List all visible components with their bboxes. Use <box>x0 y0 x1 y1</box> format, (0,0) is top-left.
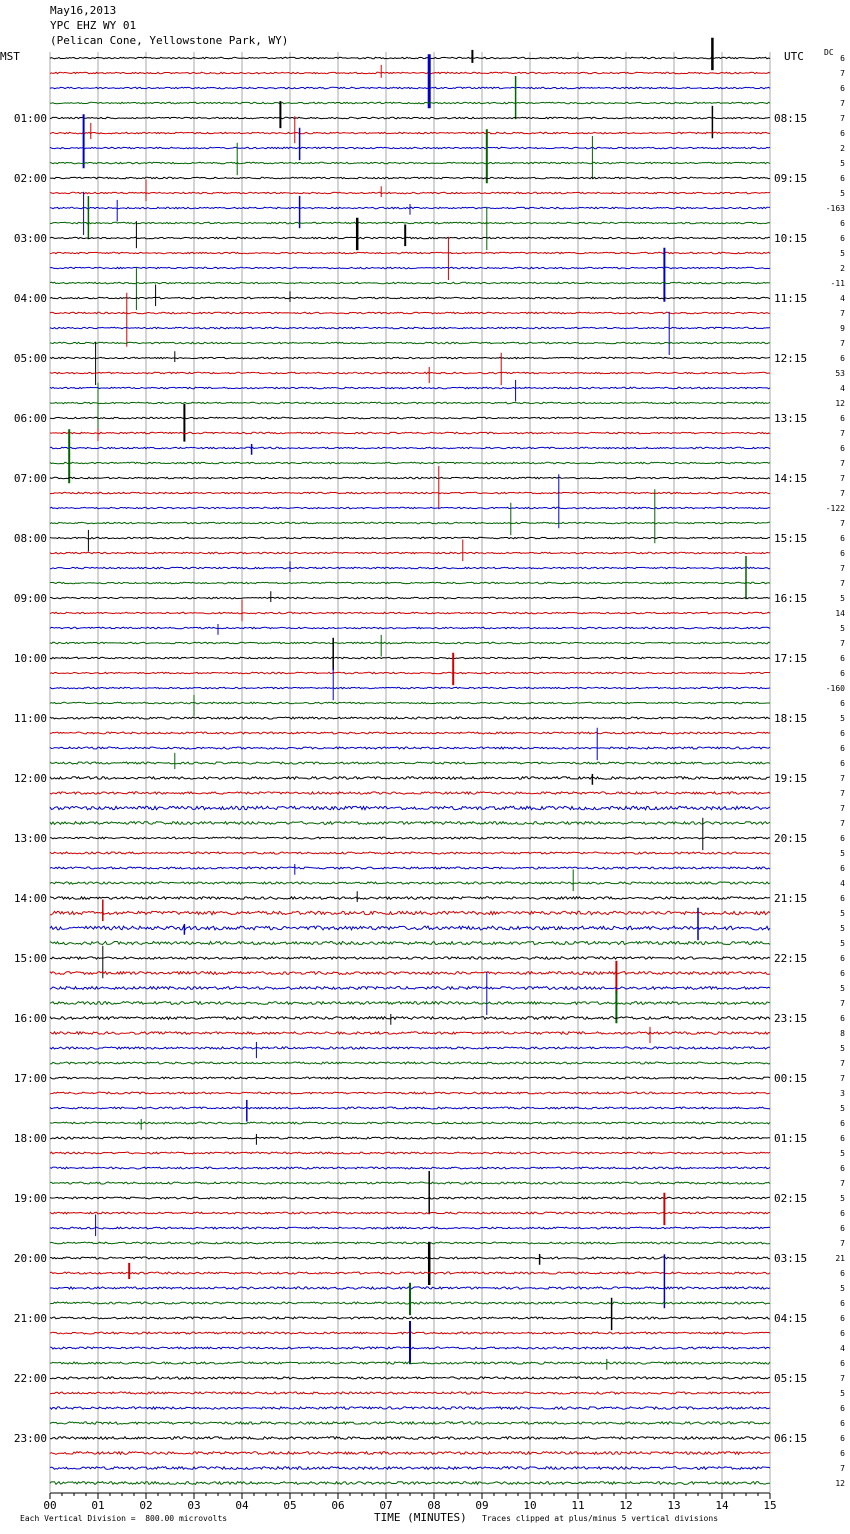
trace-line <box>50 1482 770 1485</box>
trace-line <box>50 1152 770 1154</box>
trace-line <box>50 432 770 434</box>
trace-line <box>50 1047 770 1049</box>
utc-hour-label: 02:15 <box>774 1192 808 1205</box>
dc-offset-label: -163 <box>825 204 845 213</box>
dc-offset-label: 12 <box>835 399 845 408</box>
dc-offset-label: 5 <box>840 939 845 948</box>
seismic-traces <box>50 38 770 1485</box>
dc-offset-label: 6 <box>840 1419 845 1428</box>
utc-hour-label: 10:15 <box>774 232 808 245</box>
dc-offset-label: 6 <box>840 729 845 738</box>
trace-line <box>50 867 770 869</box>
dc-offset-label: 7 <box>840 774 845 783</box>
mst-hour-labels <box>14 112 47 1445</box>
dc-offset-label: 6 <box>840 969 845 978</box>
dc-offset-label: 5 <box>840 189 845 198</box>
trace-line <box>50 1257 770 1259</box>
dc-offset-label: 4 <box>840 384 845 393</box>
dc-offset-label: 6 <box>840 444 845 453</box>
dc-offset-label: 6 <box>840 414 845 423</box>
trace-line <box>50 1032 770 1035</box>
x-tick-label: 03 <box>187 1499 201 1512</box>
mst-hour-label: 21:00 <box>13 1312 47 1325</box>
trace-line <box>50 822 770 825</box>
dc-offset-label: 7 <box>840 1059 845 1068</box>
dc-offset-label: 3 <box>840 1089 845 1098</box>
utc-hour-label: 00:15 <box>774 1072 808 1085</box>
utc-timezone-label: UTC <box>784 50 804 63</box>
utc-hour-label: 05:15 <box>774 1372 808 1385</box>
x-tick-label: 02 <box>139 1499 153 1512</box>
dc-offset-label: 7 <box>840 309 845 318</box>
mst-hour-label: 04:00 <box>13 292 47 305</box>
trace-line <box>50 327 770 329</box>
dc-offset-label: 5 <box>840 249 845 258</box>
x-tick-label: 09 <box>475 1499 489 1512</box>
mst-hour-label: 02:00 <box>13 172 47 185</box>
dc-offset-label: 5 <box>840 714 845 723</box>
mst-hour-label: 22:00 <box>13 1372 47 1385</box>
dc-offset-label: 6 <box>840 129 845 138</box>
x-tick-label: 08 <box>427 1499 441 1512</box>
trace-line <box>50 72 770 74</box>
dc-offset-label: 6 <box>840 1134 845 1143</box>
mst-hour-label: 16:00 <box>13 1012 47 1025</box>
dc-offset-label: 7 <box>840 1179 845 1188</box>
trace-line <box>50 1227 770 1229</box>
trace-line <box>50 237 770 239</box>
dc-offset-label: 6 <box>840 534 845 543</box>
trace-line <box>50 87 770 89</box>
mst-hour-label: 09:00 <box>13 592 47 605</box>
x-tick-label: 13 <box>667 1499 681 1512</box>
trace-line <box>50 252 770 254</box>
trace-line <box>50 537 770 539</box>
trace-line <box>50 132 770 134</box>
dc-offset-label: 21 <box>835 1254 845 1263</box>
trace-line <box>50 582 770 584</box>
trace-line <box>50 1062 770 1064</box>
trace-line <box>50 687 770 689</box>
trace-line <box>50 972 770 975</box>
dc-offset-label: -160 <box>825 684 845 693</box>
dc-offset-label: 5 <box>840 909 845 918</box>
mst-hour-label: 08:00 <box>13 532 47 545</box>
dc-offset-label: 4 <box>840 294 845 303</box>
mst-hour-label: 23:00 <box>13 1432 47 1445</box>
dc-offset-labels <box>826 54 845 1488</box>
trace-line <box>50 1377 770 1379</box>
dc-offset-label: 4 <box>840 1344 845 1353</box>
utc-hour-label: 18:15 <box>774 712 808 725</box>
dc-offset-label: 4 <box>840 879 845 888</box>
dc-offset-label: 53 <box>835 369 845 378</box>
trace-line <box>50 462 770 464</box>
dc-offset-label: 6 <box>840 1434 845 1443</box>
location-label: (Pelican Cone, Yellowstone Park, WY) <box>50 34 289 47</box>
mst-hour-label: 10:00 <box>13 652 47 665</box>
trace-line <box>50 926 770 930</box>
trace-line <box>50 747 770 749</box>
trace-line <box>50 57 770 59</box>
mst-hour-label: 05:00 <box>13 352 47 365</box>
dc-offset-label: 7 <box>840 1239 845 1248</box>
dc-offset-label: 7 <box>840 429 845 438</box>
x-tick-label: 06 <box>331 1499 345 1512</box>
dc-offset-label: 6 <box>840 174 845 183</box>
trace-line <box>50 612 770 614</box>
dc-offset-label: 12 <box>835 1479 845 1488</box>
trace-line <box>50 792 770 794</box>
trace-line <box>50 627 770 629</box>
utc-hour-label: 22:15 <box>774 952 808 965</box>
utc-hour-label: 16:15 <box>774 592 808 605</box>
dc-offset-label: 7 <box>840 789 845 798</box>
dc-offset-label: 5 <box>840 1284 845 1293</box>
x-tick-label: 01 <box>91 1499 105 1512</box>
dc-offset-label: 6 <box>840 834 845 843</box>
utc-hour-label: 04:15 <box>774 1312 808 1325</box>
trace-line <box>50 1182 770 1184</box>
utc-hour-label: 08:15 <box>774 112 808 125</box>
utc-hour-label: 15:15 <box>774 532 808 545</box>
trace-line <box>50 507 770 509</box>
x-tick-label: 12 <box>619 1499 633 1512</box>
trace-line <box>50 312 770 314</box>
trace-line <box>50 177 770 179</box>
dc-offset-label: 6 <box>840 744 845 753</box>
clip-note: Traces clipped at plus/minus 5 vertical divisions <box>482 1514 719 1523</box>
trace-line <box>50 222 770 224</box>
mst-hour-label: 13:00 <box>13 832 47 845</box>
trace-line <box>50 387 770 389</box>
trace-line <box>50 1137 770 1139</box>
trace-line <box>50 657 770 659</box>
trace-line <box>50 492 770 494</box>
dc-offset-label: 6 <box>840 54 845 63</box>
x-tick-label: 05 <box>283 1499 297 1512</box>
trace-line <box>50 117 770 119</box>
mst-hour-label: 17:00 <box>13 1072 47 1085</box>
trace-line <box>50 852 770 854</box>
date-label: May16,2013 <box>50 4 117 17</box>
trace-line <box>50 642 770 644</box>
dc-offset-label: 7 <box>840 69 845 78</box>
trace-line <box>50 1242 770 1244</box>
trace-line <box>50 837 770 839</box>
dc-offset-label: 6 <box>840 84 845 93</box>
trace-line <box>50 1122 770 1124</box>
dc-offset-label: 6 <box>840 654 845 663</box>
dc-offset-label: 7 <box>840 1464 845 1473</box>
utc-hour-label: 14:15 <box>774 472 808 485</box>
trace-line <box>50 987 770 990</box>
trace-line <box>50 897 770 900</box>
dc-offset-label: 7 <box>840 99 845 108</box>
mst-hour-label: 07:00 <box>13 472 47 485</box>
scale-note: Each Vertical Division = 800.00 microvolts <box>20 1514 228 1523</box>
dc-offset-label: 5 <box>840 924 845 933</box>
trace-line <box>50 267 770 269</box>
dc-offset-label: -11 <box>830 279 845 288</box>
dc-offset-label: 8 <box>840 1029 845 1038</box>
trace-line <box>50 1107 770 1109</box>
dc-offset-label: 6 <box>840 354 845 363</box>
utc-hour-label: 13:15 <box>774 412 808 425</box>
dc-offset-label: 7 <box>840 819 845 828</box>
trace-line <box>50 1422 770 1425</box>
station-label: YPC EHZ WY 01 <box>50 19 137 32</box>
dc-offset-label: 5 <box>840 984 845 993</box>
dc-offset-label: 5 <box>840 1044 845 1053</box>
trace-line <box>50 417 770 419</box>
mst-hour-label: 15:00 <box>13 952 47 965</box>
dc-offset-label: 6 <box>840 1119 845 1128</box>
trace-line <box>50 1017 770 1020</box>
trace-line <box>50 1092 770 1094</box>
mst-hour-label: 19:00 <box>13 1192 47 1205</box>
dc-header-label: DC <box>824 48 834 57</box>
trace-line <box>50 357 770 359</box>
dc-offset-label: 14 <box>835 609 845 618</box>
dc-offset-label: 6 <box>840 549 845 558</box>
dc-offset-label: 6 <box>840 1404 845 1413</box>
utc-hour-label: 23:15 <box>774 1012 808 1025</box>
dc-offset-label: 7 <box>840 339 845 348</box>
trace-line <box>50 567 770 569</box>
dc-offset-label: 6 <box>840 1209 845 1218</box>
utc-hour-label: 09:15 <box>774 172 808 185</box>
dc-offset-label: 7 <box>840 1374 845 1383</box>
dc-offset-label: 2 <box>840 144 845 153</box>
dc-offset-label: 5 <box>840 624 845 633</box>
trace-line <box>50 297 770 299</box>
utc-hour-label: 17:15 <box>774 652 808 665</box>
dc-offset-label: 7 <box>840 564 845 573</box>
dc-offset-label: 5 <box>840 1104 845 1113</box>
trace-line <box>50 911 770 915</box>
mst-hour-label: 14:00 <box>13 892 47 905</box>
trace-line <box>50 1467 770 1470</box>
dc-offset-label: 6 <box>840 1224 845 1233</box>
x-tick-label: 10 <box>523 1499 537 1512</box>
dc-offset-label: 9 <box>840 324 845 333</box>
trace-line <box>50 957 770 959</box>
dc-offset-label: 7 <box>840 804 845 813</box>
mst-hour-label: 12:00 <box>13 772 47 785</box>
x-tick-label: 00 <box>43 1499 57 1512</box>
dc-offset-label: 5 <box>840 1194 845 1203</box>
dc-offset-label: 6 <box>840 894 845 903</box>
dc-offset-label: 7 <box>840 474 845 483</box>
x-tick-label: 14 <box>715 1499 729 1512</box>
dc-offset-label: 7 <box>840 114 845 123</box>
trace-line <box>50 1002 770 1005</box>
trace-line <box>50 1437 770 1440</box>
mst-hour-label: 20:00 <box>13 1252 47 1265</box>
x-tick-label: 07 <box>379 1499 393 1512</box>
utc-hour-label: 06:15 <box>774 1432 808 1445</box>
dc-offset-label: 6 <box>840 1014 845 1023</box>
dc-offset-label: 6 <box>840 1299 845 1308</box>
dc-offset-label: 6 <box>840 1314 845 1323</box>
mst-hour-label: 18:00 <box>13 1132 47 1145</box>
dc-offset-label: 7 <box>840 1074 845 1083</box>
dc-offset-label: 6 <box>840 1449 845 1458</box>
dc-offset-label: 6 <box>840 669 845 678</box>
dc-offset-label: 2 <box>840 264 845 273</box>
trace-line <box>50 1407 770 1409</box>
trace-line <box>50 1212 770 1214</box>
dc-offset-label: 7 <box>840 459 845 468</box>
mst-hour-label: 01:00 <box>13 112 47 125</box>
trace-line <box>50 162 770 164</box>
x-tick-label: 04 <box>235 1499 249 1512</box>
dc-offset-label: 6 <box>840 1359 845 1368</box>
trace-line <box>50 192 770 194</box>
trace-line <box>50 552 770 554</box>
dc-offset-label: 6 <box>840 1269 845 1278</box>
utc-hour-label: 01:15 <box>774 1132 808 1145</box>
x-tick-label: 11 <box>571 1499 585 1512</box>
utc-hour-label: 20:15 <box>774 832 808 845</box>
dc-offset-label: 5 <box>840 849 845 858</box>
dc-offset-label: 7 <box>840 579 845 588</box>
dc-offset-label: 6 <box>840 1164 845 1173</box>
trace-line <box>50 1452 770 1455</box>
utc-hour-labels <box>774 112 807 1445</box>
trace-line <box>50 447 770 449</box>
dc-offset-label: 6 <box>840 699 845 708</box>
trace-line <box>50 597 770 599</box>
dc-offset-label: 7 <box>840 999 845 1008</box>
x-axis-label: TIME (MINUTES) <box>374 1511 467 1524</box>
trace-line <box>50 282 770 284</box>
dc-offset-label: 6 <box>840 954 845 963</box>
utc-hour-label: 19:15 <box>774 772 808 785</box>
trace-line <box>50 372 770 374</box>
mst-hour-label: 11:00 <box>13 712 47 725</box>
time-axis <box>43 1493 776 1512</box>
mst-hour-label: 06:00 <box>13 412 47 425</box>
utc-hour-label: 12:15 <box>774 352 808 365</box>
trace-line <box>50 1392 770 1394</box>
dc-offset-label: 7 <box>840 489 845 498</box>
dc-offset-label: 6 <box>840 759 845 768</box>
trace-line <box>50 941 770 944</box>
dc-offset-label: 6 <box>840 1329 845 1338</box>
dc-offset-label: 6 <box>840 219 845 228</box>
trace-line <box>50 732 770 734</box>
trace-line <box>50 522 770 524</box>
trace-line <box>50 717 770 719</box>
utc-hour-label: 03:15 <box>774 1252 808 1265</box>
trace-line <box>50 1197 770 1199</box>
dc-offset-label: 5 <box>840 1389 845 1398</box>
trace-line <box>50 477 770 479</box>
trace-line <box>50 1317 770 1319</box>
utc-hour-label: 21:15 <box>774 892 808 905</box>
trace-line <box>50 702 770 704</box>
x-tick-label: 15 <box>763 1499 777 1512</box>
mst-timezone-label: MST <box>0 50 20 63</box>
trace-line <box>50 806 770 810</box>
trace-line <box>50 102 770 104</box>
dc-offset-label: 5 <box>840 159 845 168</box>
utc-hour-label: 11:15 <box>774 292 808 305</box>
trace-line <box>50 1167 770 1169</box>
trace-line <box>50 147 770 149</box>
dc-offset-label: 6 <box>840 864 845 873</box>
trace-line <box>50 1272 770 1274</box>
trace-line <box>50 777 770 780</box>
dc-offset-label: 5 <box>840 1149 845 1158</box>
dc-offset-label: 6 <box>840 234 845 243</box>
trace-line <box>50 342 770 344</box>
mst-hour-label: 03:00 <box>13 232 47 245</box>
trace-line <box>50 882 770 884</box>
dc-offset-label: 7 <box>840 639 845 648</box>
trace-line <box>50 402 770 404</box>
trace-line <box>50 672 770 674</box>
trace-line <box>50 1077 770 1079</box>
dc-offset-label: 5 <box>840 594 845 603</box>
dc-offset-label: 7 <box>840 519 845 528</box>
dc-offset-label: -122 <box>825 504 845 513</box>
trace-line <box>50 762 770 764</box>
